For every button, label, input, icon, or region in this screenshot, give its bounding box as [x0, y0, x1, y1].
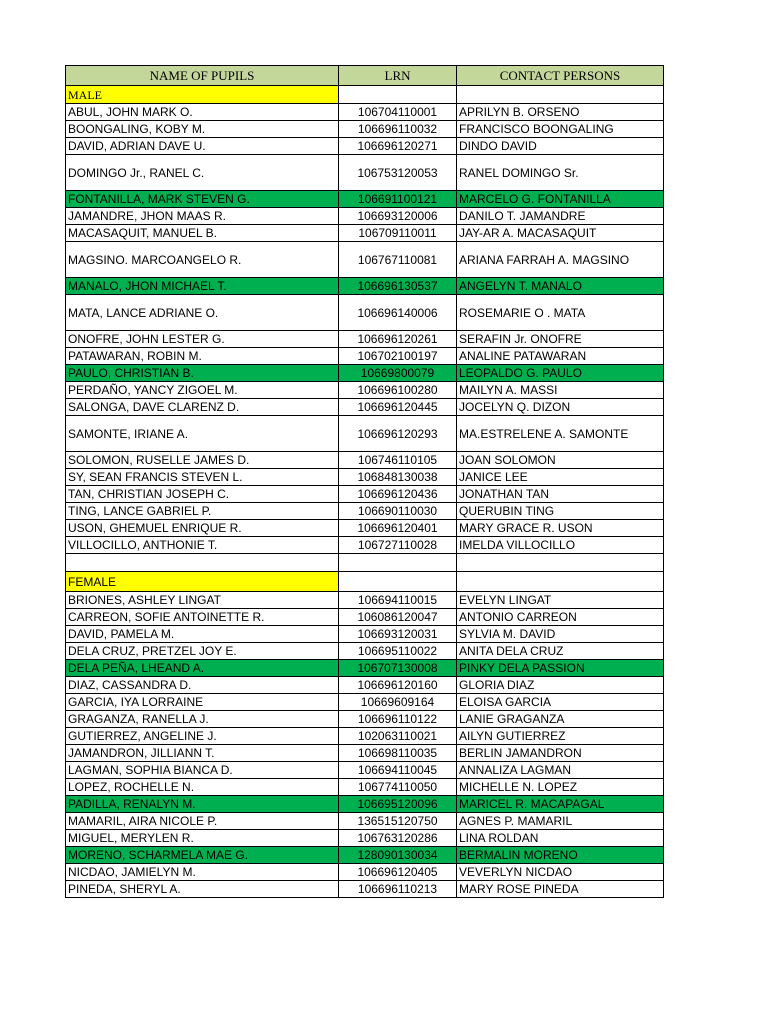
- pupil-name-cell: MAMARIL, AIRA NICOLE P.: [66, 813, 339, 830]
- section-label-male: MALE: [66, 86, 339, 104]
- lrn-cell: 106694110015: [339, 592, 457, 609]
- pupil-name-cell: LAGMAN, SOPHIA BIANCA D.: [66, 762, 339, 779]
- contact-person-cell: ANITA DELA CRUZ: [457, 643, 664, 660]
- table-row: [66, 520, 664, 537]
- lrn-cell: 106698110035: [339, 745, 457, 762]
- pupil-name-cell: SALONGA, DAVE CLARENZ D.: [66, 399, 339, 416]
- pupil-name-cell: DAVID, ADRIAN DAVE U.: [66, 138, 339, 155]
- lrn-cell: 106696120293: [339, 416, 457, 452]
- contact-person-cell: FRANCISCO BOONGALING: [457, 121, 664, 138]
- table-row: [66, 609, 664, 626]
- lrn-cell: 106696120401: [339, 520, 457, 537]
- empty-cell: [457, 554, 664, 572]
- empty-cell: [339, 572, 457, 592]
- pupil-name-cell: VILLOCILLO, ANTHONIE T.: [66, 537, 339, 554]
- lrn-cell: 106693120031: [339, 626, 457, 643]
- pupil-name-cell: ABUL, JOHN MARK O.: [66, 104, 339, 121]
- pupil-name-cell: MORENO, SCHARMELA MAE G.: [66, 847, 339, 864]
- pupil-name-cell: PAULO, CHRISTIAN B.: [66, 365, 339, 382]
- contact-person-cell: LANIE GRAGANZA: [457, 711, 664, 728]
- lrn-cell: 106696130537: [339, 278, 457, 295]
- table-row: [66, 881, 664, 898]
- table-row: [66, 779, 664, 796]
- pupil-name-cell: USON, GHEMUEL ENRIQUE R.: [66, 520, 339, 537]
- table-row: [66, 416, 664, 452]
- pupil-name-cell: PINEDA, SHERYL A.: [66, 881, 339, 898]
- lrn-cell: 106696120405: [339, 864, 457, 881]
- pupil-name-cell: BOONGALING, KOBY M.: [66, 121, 339, 138]
- contact-person-cell: SERAFIN Jr. ONOFRE: [457, 331, 664, 348]
- table-row: [66, 121, 664, 138]
- contact-person-cell: ANNALIZA LAGMAN: [457, 762, 664, 779]
- contact-person-cell: MAILYN A. MASSI: [457, 382, 664, 399]
- table-row: [66, 796, 664, 813]
- contact-person-cell: BERMALIN MORENO: [457, 847, 664, 864]
- table-row: [66, 537, 664, 554]
- contact-person-cell: EVELYN LINGAT: [457, 592, 664, 609]
- contact-person-cell: ANTONIO CARREON: [457, 609, 664, 626]
- table-row: [66, 762, 664, 779]
- lrn-cell: 102063110021: [339, 728, 457, 745]
- pupil-name-cell: JAMANDRON, JILLIANN T.: [66, 745, 339, 762]
- table-row: [66, 626, 664, 643]
- pupil-name-cell: CARREON, SOFIE ANTOINETTE R.: [66, 609, 339, 626]
- pupils-table: [65, 65, 664, 898]
- table-row: [66, 208, 664, 225]
- contact-person-cell: JOAN SOLOMON: [457, 452, 664, 469]
- pupil-name-cell: DIAZ, CASSANDRA D.: [66, 677, 339, 694]
- pupil-name-cell: SAMONTE, IRIANE A.: [66, 416, 339, 452]
- empty-cell: [339, 554, 457, 572]
- contact-person-cell: MARICEL R. MACAPAGAL: [457, 796, 664, 813]
- contact-person-cell: ANALINE PATAWARAN: [457, 348, 664, 365]
- pupils-table-body: [66, 66, 664, 898]
- lrn-cell: 106848130038: [339, 469, 457, 486]
- lrn-cell: 106774110050: [339, 779, 457, 796]
- contact-person-cell: DANILO T. JAMANDRE: [457, 208, 664, 225]
- contact-person-cell: DINDO DAVID: [457, 138, 664, 155]
- contact-person-cell: RANEL DOMINGO Sr.: [457, 155, 664, 191]
- table-row: [66, 677, 664, 694]
- lrn-cell: 106696110122: [339, 711, 457, 728]
- pupil-name-cell: DAVID, PAMELA M.: [66, 626, 339, 643]
- pupil-name-cell: JAMANDRE, JHON MAAS R.: [66, 208, 339, 225]
- pupil-name-cell: DELA CRUZ, PRETZEL JOY E.: [66, 643, 339, 660]
- table-row: [66, 452, 664, 469]
- contact-person-cell: MARCELO G. FONTANILLA: [457, 191, 664, 208]
- section-label-female: FEMALE: [66, 572, 339, 592]
- lrn-cell: 106753120053: [339, 155, 457, 191]
- table-row: [66, 486, 664, 503]
- table-row: [66, 295, 664, 331]
- table-row: [66, 331, 664, 348]
- section-row-female: [66, 572, 664, 592]
- table-row: [66, 711, 664, 728]
- lrn-cell: 106696120261: [339, 331, 457, 348]
- contact-person-cell: PINKY DELA PASSION: [457, 660, 664, 677]
- pupil-name-cell: FONTANILLA, MARK STEVEN G.: [66, 191, 339, 208]
- table-row: [66, 138, 664, 155]
- table-row: [66, 830, 664, 847]
- lrn-cell: 106702100197: [339, 348, 457, 365]
- lrn-cell: 106767110081: [339, 242, 457, 278]
- pupil-name-cell: MATA, LANCE ADRIANE O.: [66, 295, 339, 331]
- table-row: [66, 503, 664, 520]
- contact-person-cell: ROSEMARIE O . MATA: [457, 295, 664, 331]
- lrn-cell: 106696120436: [339, 486, 457, 503]
- lrn-cell: 106696100280: [339, 382, 457, 399]
- pupil-name-cell: PADILLA, RENALYN M.: [66, 796, 339, 813]
- pupil-name-cell: DELA PEÑA, LHEAND A.: [66, 660, 339, 677]
- contact-person-cell: GLORIA DIAZ: [457, 677, 664, 694]
- pupil-name-cell: GARCIA, IYA LORRAINE: [66, 694, 339, 711]
- table-row: [66, 278, 664, 295]
- lrn-cell: 106696120271: [339, 138, 457, 155]
- lrn-cell: 10669609164: [339, 694, 457, 711]
- table-row: [66, 660, 664, 677]
- header-row: [66, 66, 664, 86]
- pupil-name-cell: GRAGANZA, RANELLA J.: [66, 711, 339, 728]
- contact-person-cell: BERLIN JAMANDRON: [457, 745, 664, 762]
- pupil-name-cell: BRIONES, ASHLEY LINGAT: [66, 592, 339, 609]
- contact-person-cell: AILYN GUTIERREZ: [457, 728, 664, 745]
- lrn-cell: 106707130008: [339, 660, 457, 677]
- lrn-cell: 106763120286: [339, 830, 457, 847]
- contact-person-cell: MICHELLE N. LOPEZ: [457, 779, 664, 796]
- contact-person-cell: JOCELYN Q. DIZON: [457, 399, 664, 416]
- contact-person-cell: APRILYN B. ORSENO: [457, 104, 664, 121]
- table-row: [66, 745, 664, 762]
- lrn-cell: 128090130034: [339, 847, 457, 864]
- lrn-cell: 106709110011: [339, 225, 457, 242]
- table-row: [66, 191, 664, 208]
- contact-person-cell: AGNES P. MAMARIL: [457, 813, 664, 830]
- table-row: [66, 365, 664, 382]
- contact-person-cell: JAY-AR A. MACASAQUIT: [457, 225, 664, 242]
- lrn-cell: 106694110045: [339, 762, 457, 779]
- pupil-name-cell: SOLOMON, RUSELLE JAMES D.: [66, 452, 339, 469]
- contact-person-cell: QUERUBIN TING: [457, 503, 664, 520]
- lrn-cell: 106696110213: [339, 881, 457, 898]
- lrn-cell: 106746110105: [339, 452, 457, 469]
- table-row: [66, 728, 664, 745]
- pupil-name-cell: MACASAQUIT, MANUEL B.: [66, 225, 339, 242]
- header-name: NAME OF PUPILS: [66, 66, 339, 86]
- table-row: [66, 348, 664, 365]
- empty-cell: [66, 554, 339, 572]
- empty-cell: [457, 86, 664, 104]
- lrn-cell: 106693120006: [339, 208, 457, 225]
- contact-person-cell: IMELDA VILLOCILLO: [457, 537, 664, 554]
- pupil-name-cell: PATAWARAN, ROBIN M.: [66, 348, 339, 365]
- lrn-cell: 106696120160: [339, 677, 457, 694]
- pupil-name-cell: PERDAÑO, YANCY ZIGOEL M.: [66, 382, 339, 399]
- pupil-name-cell: ONOFRE, JOHN LESTER G.: [66, 331, 339, 348]
- contact-person-cell: ANGELYN T. MANALO: [457, 278, 664, 295]
- table-row: [66, 847, 664, 864]
- table-row: [66, 864, 664, 881]
- empty-cell: [339, 86, 457, 104]
- table-row: [66, 469, 664, 486]
- table-row: [66, 643, 664, 660]
- pupil-name-cell: MANALO, JHON MICHAEL T.: [66, 278, 339, 295]
- lrn-cell: 106696120445: [339, 399, 457, 416]
- pupil-name-cell: MIGUEL, MERYLEN R.: [66, 830, 339, 847]
- contact-person-cell: ARIANA FARRAH A. MAGSINO: [457, 242, 664, 278]
- contact-person-cell: ELOISA GARCIA: [457, 694, 664, 711]
- contact-person-cell: MA.ESTRELENE A. SAMONTE: [457, 416, 664, 452]
- table-row: [66, 813, 664, 830]
- empty-cell: [457, 572, 664, 592]
- lrn-cell: 106696140006: [339, 295, 457, 331]
- blank-row: [66, 554, 664, 572]
- header-contact: CONTACT PERSONS: [457, 66, 664, 86]
- lrn-cell: 10669800079: [339, 365, 457, 382]
- pupil-name-cell: TAN, CHRISTIAN JOSEPH C.: [66, 486, 339, 503]
- lrn-cell: 106695120096: [339, 796, 457, 813]
- contact-person-cell: MARY GRACE R. USON: [457, 520, 664, 537]
- contact-person-cell: VEVERLYN NICDAO: [457, 864, 664, 881]
- contact-person-cell: SYLVIA M. DAVID: [457, 626, 664, 643]
- table-row: [66, 155, 664, 191]
- contact-person-cell: LINA ROLDAN: [457, 830, 664, 847]
- pupil-name-cell: GUTIERREZ, ANGELINE J.: [66, 728, 339, 745]
- lrn-cell: 106695110022: [339, 643, 457, 660]
- lrn-cell: 106691100121: [339, 191, 457, 208]
- table-row: [66, 104, 664, 121]
- pupil-name-cell: NICDAO, JAMIELYN M.: [66, 864, 339, 881]
- lrn-cell: 106696110032: [339, 121, 457, 138]
- table-row: [66, 242, 664, 278]
- header-lrn: LRN: [339, 66, 457, 86]
- table-row: [66, 694, 664, 711]
- contact-person-cell: LEOPALDO G. PAULO: [457, 365, 664, 382]
- table-row: [66, 399, 664, 416]
- pupil-name-cell: MAGSINO. MARCOANGELO R.: [66, 242, 339, 278]
- table-row: [66, 225, 664, 242]
- contact-person-cell: JANICE LEE: [457, 469, 664, 486]
- pupil-name-cell: LOPEZ, ROCHELLE N.: [66, 779, 339, 796]
- contact-person-cell: MARY ROSE PINEDA: [457, 881, 664, 898]
- table-row: [66, 382, 664, 399]
- table-row: [66, 592, 664, 609]
- lrn-cell: 106086120047: [339, 609, 457, 626]
- contact-person-cell: JONATHAN TAN: [457, 486, 664, 503]
- pupil-name-cell: TING, LANCE GABRIEL P.: [66, 503, 339, 520]
- section-row-male: [66, 86, 664, 104]
- pupil-name-cell: SY, SEAN FRANCIS STEVEN L.: [66, 469, 339, 486]
- lrn-cell: 136515120750: [339, 813, 457, 830]
- lrn-cell: 106690110030: [339, 503, 457, 520]
- lrn-cell: 106704110001: [339, 104, 457, 121]
- lrn-cell: 106727110028: [339, 537, 457, 554]
- pupil-name-cell: DOMINGO Jr., RANEL C.: [66, 155, 339, 191]
